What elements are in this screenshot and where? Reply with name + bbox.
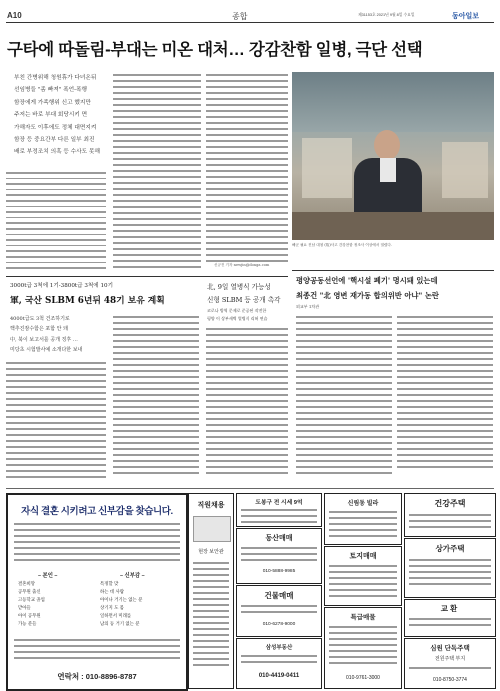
story4-subhead: 코로나 방역 문제로 준공된 작전한 xyxy=(207,308,267,313)
story4-overline: 北, 9일 열병식 가능성 xyxy=(207,283,271,291)
story3-subheads xyxy=(10,314,106,356)
ad-phone: 010-6278-9000 xyxy=(262,622,296,627)
list-item: 남의 등 거기 없는 분 xyxy=(100,622,140,627)
ad-body-text xyxy=(14,637,180,665)
ad-label: 직원채용 xyxy=(197,502,225,509)
list-item: 결혼희망 xyxy=(18,582,35,587)
classified-ad xyxy=(236,638,322,689)
classified-ad xyxy=(188,493,234,689)
ad-label: 상가주택 xyxy=(435,544,465,553)
body-text-column xyxy=(6,170,106,272)
body-text-column xyxy=(113,314,199,482)
subhead-line: 4000t급도 3척 건조하기로 xyxy=(10,316,70,322)
brand-logo: 동아일보 xyxy=(452,13,480,20)
ad-contact: 연락처 : 010-8896-8787 xyxy=(57,672,137,681)
subhead-line: 함장에게 가족행위 신고 했지만 xyxy=(14,99,91,106)
classified-ad xyxy=(236,528,322,584)
classified-ad xyxy=(404,493,496,537)
ad-left-title: – 본인 – xyxy=(38,573,58,579)
classified-ad xyxy=(236,585,322,637)
subhead-line: 부친 간병위해 청원휴가 다녀온뒤 xyxy=(14,75,97,81)
list-item: 상기지 도 몸 xyxy=(100,606,124,611)
list-item: 맏아들 xyxy=(18,606,31,611)
list-item: 아이 공무원 xyxy=(18,614,41,619)
story2-headline: 최종건 "北 영변 재가동 합의위반 아냐" 논란 xyxy=(296,291,439,300)
story3-headline: 軍, 국산 SLBM 6년뒤 48기 보유 계획 xyxy=(10,296,165,306)
ad-body-text xyxy=(241,653,317,671)
list-item: 고등학교 졸업 xyxy=(18,598,45,603)
ad-left-list xyxy=(18,581,94,629)
ad-phone: 010-4419-0411 xyxy=(258,673,300,679)
story1-byline: 신규진 기자 newjin@donga.com xyxy=(214,263,270,267)
subhead-line: 中, 북이 보고서를 공개 징후 … xyxy=(10,336,78,343)
ad-body-text xyxy=(329,509,397,541)
ad-phone: 010-9761-3000 xyxy=(346,675,380,681)
ad-label: 심원 단독주택 xyxy=(430,645,470,652)
ad-headline: 자식 결혼 시키려고 신부감을 찾습니다. xyxy=(21,506,173,517)
ad-label: 동산매매 xyxy=(265,535,293,542)
ad-body-text xyxy=(409,665,491,677)
ad-body-text xyxy=(409,557,491,593)
ad-label: 신림동 빌라 xyxy=(347,501,379,507)
masthead-rule xyxy=(6,22,494,23)
subhead-line: 핵추진잠수함은 포함 안 돼 xyxy=(10,326,68,333)
ad-body-text xyxy=(409,616,491,634)
body-text-column xyxy=(206,72,288,272)
subhead-line: 주저는 바로 부대 회당시키 면 xyxy=(14,112,88,119)
page-number: A10 xyxy=(7,11,22,20)
ad-right-list xyxy=(100,581,180,629)
ad-body-text xyxy=(241,545,317,567)
list-item: 아이나 거기는 없는 분 xyxy=(100,598,143,603)
news-photo xyxy=(292,72,494,240)
ad-body-text xyxy=(193,560,229,678)
story4-headline: 신형 SLBM 등 공개 촉각 xyxy=(207,296,281,304)
ad-label: 토지매매 xyxy=(349,553,377,560)
list-item: 공무원 출신 xyxy=(18,590,41,595)
ad-body-text xyxy=(241,507,317,524)
classified-ad xyxy=(404,538,496,598)
subhead-line: 배로 부정조치 의혹 등 수사도 못해 xyxy=(14,149,100,156)
list-item: 가능 분들 xyxy=(18,622,37,627)
ad-label: 교환 xyxy=(440,604,460,613)
body-text-column xyxy=(397,314,493,482)
ad-body-text xyxy=(329,624,397,672)
classified-ad xyxy=(324,607,402,689)
ad-area-top-rule xyxy=(6,488,494,489)
classified-ad-marriage xyxy=(6,493,188,691)
subhead-line: 미당초 시험발사예 소개다한 보내 xyxy=(10,347,83,354)
subhead-line: 선임병들 "좀 빠져" 폭언-폭행 xyxy=(14,87,88,94)
ad-phone: 010-5888-9985 xyxy=(262,569,296,574)
classified-ad xyxy=(324,493,402,545)
section-rule xyxy=(292,270,494,271)
classified-ad xyxy=(404,599,496,637)
photo-caption: 해군 필요 진남 대청 (故)사고 간강찬함 정조사 이상에서 열렸다. xyxy=(292,243,392,247)
story3-overline: 3000t급 3척에 1기-3800t급 3척에 10기 xyxy=(10,283,113,289)
issue-info: 제31153호 2021년 9월 8일 수요일 xyxy=(358,13,415,17)
story2-kicker: 외교부 1차관 xyxy=(296,304,320,309)
classified-ad xyxy=(324,546,402,606)
body-text-column xyxy=(113,72,201,272)
ad-label: 전원주택 부지 xyxy=(434,656,466,662)
ad-label: 건물매매 xyxy=(264,591,294,600)
list-item: 특정할 맞 xyxy=(100,582,119,587)
classified-ad xyxy=(404,638,496,689)
section-label: 종합 xyxy=(232,12,248,21)
story1-subheads xyxy=(14,72,106,159)
ad-right-title: – 신부감 – xyxy=(120,573,145,579)
ad-label: 건강주택 xyxy=(434,499,466,508)
main-headline: 구타에 따돌림-부대는 미온 대처… 강감찬함 일병, 극단 선택 xyxy=(7,41,423,59)
section-rule xyxy=(204,276,288,277)
subhead-line: 가해자도 이후에도 정체 대면지켜 xyxy=(14,124,97,131)
ad-body-text xyxy=(241,603,317,619)
classified-ad xyxy=(236,493,322,527)
ad-label: 현장 보안관 xyxy=(198,549,224,555)
subhead-line: 함장 등 중요간부 다른 일부 최진 xyxy=(14,137,95,144)
ad-phone: 010-8750-3774 xyxy=(433,677,467,683)
ad-label: 도봉구 전 시세 9억 xyxy=(255,500,303,506)
ad-label: 특급매물 xyxy=(350,614,376,621)
body-text-column xyxy=(6,360,106,482)
list-item: 하는 데 사람 xyxy=(100,590,124,595)
list-item: 일하면서 미래를 xyxy=(100,614,132,619)
ad-body-text xyxy=(14,521,180,565)
body-text-column xyxy=(206,326,288,482)
body-text-column xyxy=(296,314,392,482)
ad-label: 삼성부동산 xyxy=(265,645,293,651)
ad-body-text xyxy=(329,563,397,601)
ad-body-text xyxy=(409,512,491,534)
story2-lead: 평양공동선언에 '핵시설 폐기' 명시돼 있는데 xyxy=(296,276,438,285)
story4-subhead: 평양 이 상부새벽 열병식 리허 연습 xyxy=(207,316,268,321)
